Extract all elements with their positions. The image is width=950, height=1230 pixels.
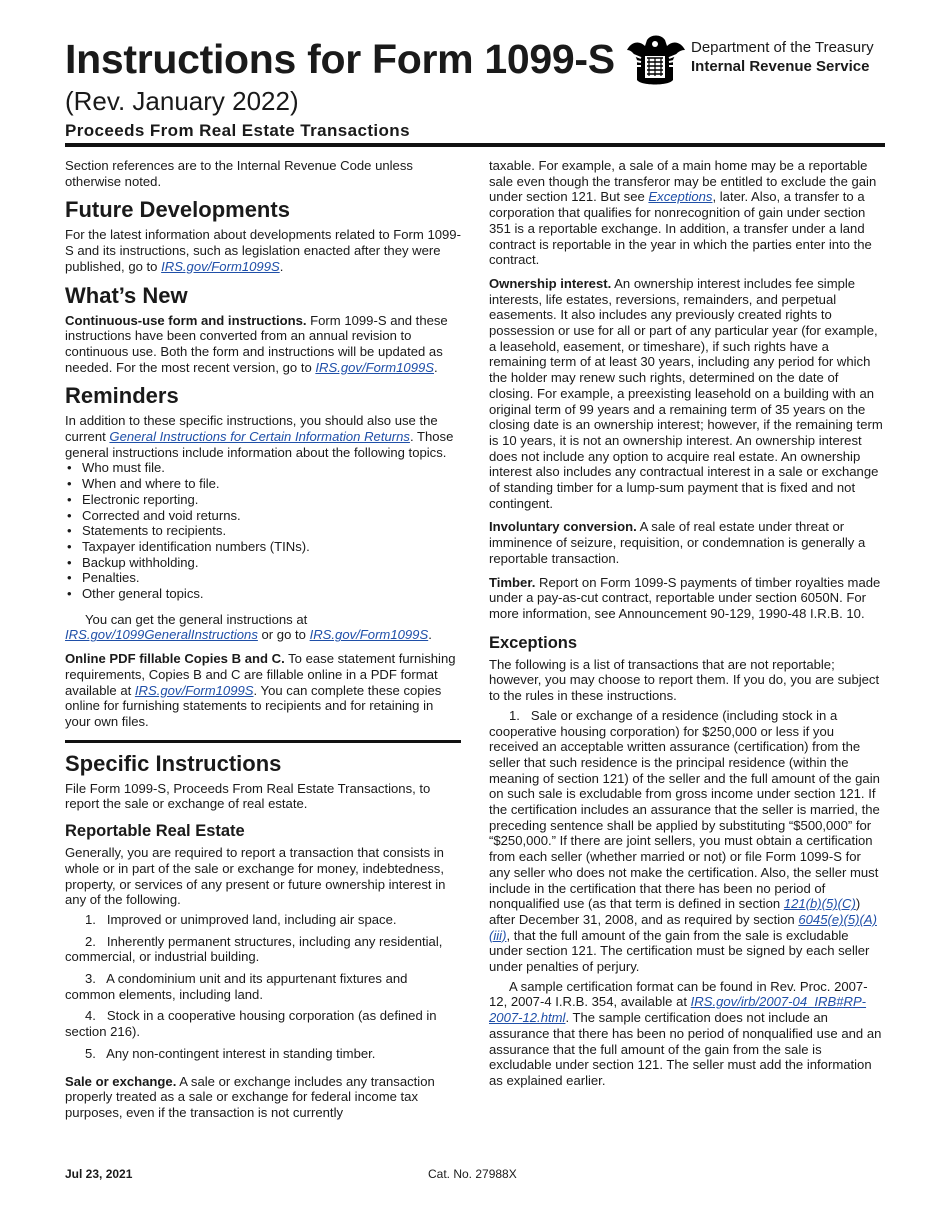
topics-list — [65, 460, 461, 601]
list-item: • Other general topics. — [65, 586, 461, 602]
list-item: • Taxpayer identification numbers (TINs). — [65, 539, 461, 555]
header-divider — [65, 143, 885, 147]
page-subtitle: Proceeds From Real Estate Transactions — [65, 121, 410, 140]
intro-text: Section references are to the Internal Revenue Code unless otherwise noted. — [65, 158, 413, 189]
numbered-item: 3. A condominium unit and its appurtenant fixtures and common elements, including land. — [65, 971, 408, 1002]
form1099s-link[interactable]: IRS.gov/Form1099S — [134, 682, 254, 698]
list-item: • When and where to file. — [65, 476, 461, 492]
list-item: • Penalties. — [65, 570, 461, 586]
pdf-fillable-text: Online PDF fillable Copies B and C. To ease statement furnishing requirements, Copies B and C are fillable online in a PDF format available at IRS.gov/Form1099S. You can complete these copies online for furnishing statements to recipients and for retaining in your own files. — [65, 651, 456, 729]
general-instructions-text: You can get the general instructions at IRS.gov/1099GeneralInstructions or go to IRS.gov/Form1099S. — [65, 611, 432, 643]
specific-instructions-text: File Form 1099-S, Proceeds From Real Estate Transactions, to report the sale or exchange of real estate. — [65, 780, 431, 812]
irs-eagle-logo-icon — [621, 32, 689, 90]
section-divider — [65, 740, 461, 743]
future-developments-heading: Future Developments — [65, 197, 290, 223]
sample-certification-text: A sample certification format can be found in Rev. Proc. 2007-12, 2007-4 I.R.B. 354, available at IRS.gov/irb/2007-04_IRB#RP-2007-12.html. The sample certification does not include an assurance that there has been no period of nonqualified use and an assurance that the full amount of the gain from the sale is excludable under section 121. The seller must add the information as explained earlier. — [489, 978, 882, 1088]
page-title: Instructions for Form 1099-S — [65, 36, 615, 82]
agency-block — [691, 38, 874, 76]
numbered-item: 4. Stock in a cooperative housing corporation (as defined in section 216). — [65, 1008, 437, 1040]
footer-date: Jul 23, 2021 — [65, 1167, 133, 1181]
general-instructions-link[interactable]: General Instructions for Certain Information Returns — [109, 429, 410, 445]
list-item: • Backup withholding. — [65, 555, 461, 571]
general-instructions-url-link[interactable]: IRS.gov/1099GeneralInstructions — [65, 627, 258, 643]
reminders-text: In addition to these specific instructions, you should also use the current General Instructions for Certain Information Returns. Those general instructions include information about the following topics. — [65, 413, 454, 460]
timber-text: Timber. Report on Form 1099-S payments of timber royalties made under a pay-as-cut contract, reportable under section 6050N. For more information, see Announcement 90-129, 1990-48 I.R.B. 10. — [489, 574, 881, 621]
section-121-link[interactable]: 121(b)(5)(C) — [783, 896, 856, 912]
ownership-interest-text: Ownership interest. An ownership interest includes fee simple interests, life estates, reversions, remainders, and perpetual easements. It also includes any previously created rights to possession or use for all or part of any particular year (for example, a leasehold, easement, or timeshare), if such rights have a remaining term of at least 30 years, including any period for which the holder may renew such rights, determined on the date of closing. For example, a preexisting leasehold on a building with an original term of 99 years and a remaining term of 35 years on the closing date is an ownership interest; however, if the remaining term is 10 years, it is not an ownership interest. An ownership interest does not include any option to acquire real estate. An ownership interest also includes any contractual interest in a sale or exchange of standing timber for a lump-sum payment that is fixed and not contingent. — [489, 275, 883, 511]
specific-instructions-heading: Specific Instructions — [65, 750, 282, 776]
list-item: • Who must file. — [65, 460, 461, 476]
whats-new-heading: What’s New — [65, 282, 188, 308]
list-item: • Electronic reporting. — [65, 492, 461, 508]
irs-label: Internal Revenue Service — [691, 58, 870, 75]
department-label: Department of the Treasury — [691, 39, 874, 56]
numbered-item: 1. Sale or exchange of a residence (including stock in a cooperative housing corporation) for $250,000 or less if you received an acceptable written assurance (certification) from the seller that such residence is the principal residence (within the meaning of section 121) of the seller and the full amount of the gain on such sale is excludable from gross income under section 121. If the certification includes an assurance that the seller is married, the preceding sentence shall be applied by substituting “$500,000” for “$250,000.” If there are joint sellers, you must obtain a certification from each seller (whether married or not) or file Form 1099-S for any seller who does not make the certification. Also, the seller must include in the certification that there has been no period of nonqualified use (as that term is defined in section 121(b)(5)(C)) after December 31, 2008, and as required by section 6045(e)(5)(A)(iii), that the full amount of the gain from the sale is excludable under section 121. The certification must be signed by each seller under penalties of perjury. — [489, 707, 880, 975]
catalog-number: Cat. No. 27988X — [428, 1167, 517, 1181]
involuntary-conversion-text: Involuntary conversion. A sale of real estate under threat or imminence of seizure, requisition, or condemnation is generally a reportable transaction. — [489, 519, 866, 566]
continuous-use-text: Continuous-use form and instructions. Form 1099-S and these instructions have been converted from an annual revision to continuous use. Both the form and instructions will be updated as needed. For the most recent version, go to IRS.gov/Form1099S. — [65, 312, 448, 375]
numbered-item: 1. Improved or unimproved land, including air space. — [85, 911, 397, 927]
numbered-item: 2. Inherently permanent structures, including any residential, commercial, or industrial building. — [65, 933, 443, 965]
form1099s-link[interactable]: IRS.gov/Form1099S — [315, 359, 434, 375]
list-item: • Statements to recipients. — [65, 523, 461, 539]
left-column — [65, 158, 461, 1129]
reminders-heading: Reminders — [65, 383, 179, 409]
page — [65, 0, 885, 1230]
taxable-continuation-text: taxable. For example, a sale of a main home may be a reportable sale even though the transferor may be entitled to exclude the gain under section 121. But see Exceptions, later. Also, a transfer to a corporation that qualifies for nonrecognition of gain under section 351 is a reportable exchange. In addition, a transfer under a land contract is reportable in the year in which the parties enter into the contract. — [489, 158, 877, 268]
revision-date: (Rev. January 2022) — [65, 86, 299, 116]
future-developments-text: For the latest information about developments related to Form 1099-S and its instructions, such as legislation enacted after they were published, go to IRS.gov/Form1099S. — [65, 227, 461, 274]
exceptions-text: The following is a list of transactions that are not reportable; however, you may choose to report them. If you do, you are subject to the rules in these instructions. — [489, 656, 880, 704]
list-item: • Corrected and void returns. — [65, 508, 461, 524]
reportable-real-estate-heading: Reportable Real Estate — [65, 822, 245, 841]
right-column — [489, 158, 885, 1097]
form1099s-link[interactable]: IRS.gov/Form1099S — [161, 258, 280, 274]
sale-or-exchange-text: Sale or exchange. A sale or exchange includes any transaction properly treated as a sale or exchange for federal income tax purposes, even if the transaction is not currently — [65, 1073, 435, 1120]
exceptions-link[interactable]: Exceptions — [648, 189, 713, 205]
rev-proc-link[interactable]: IRS.gov/irb/2007-04_IRB#RP-2007-12.html — [489, 994, 867, 1026]
reportable-real-estate-text: Generally, you are required to report a transaction that consists in whole or in part of the sale or exchange for money, indebtedness, property, or services of any present or future ownership interest in any of the following. — [65, 845, 446, 908]
section-6045-link[interactable]: 6045(e)(5)(A)(iii) — [489, 911, 877, 943]
exceptions-heading: Exceptions — [489, 633, 578, 652]
form1099s-link[interactable]: IRS.gov/Form1099S — [309, 627, 429, 643]
numbered-item: 5. Any non-contingent interest in standing timber. — [85, 1045, 376, 1061]
